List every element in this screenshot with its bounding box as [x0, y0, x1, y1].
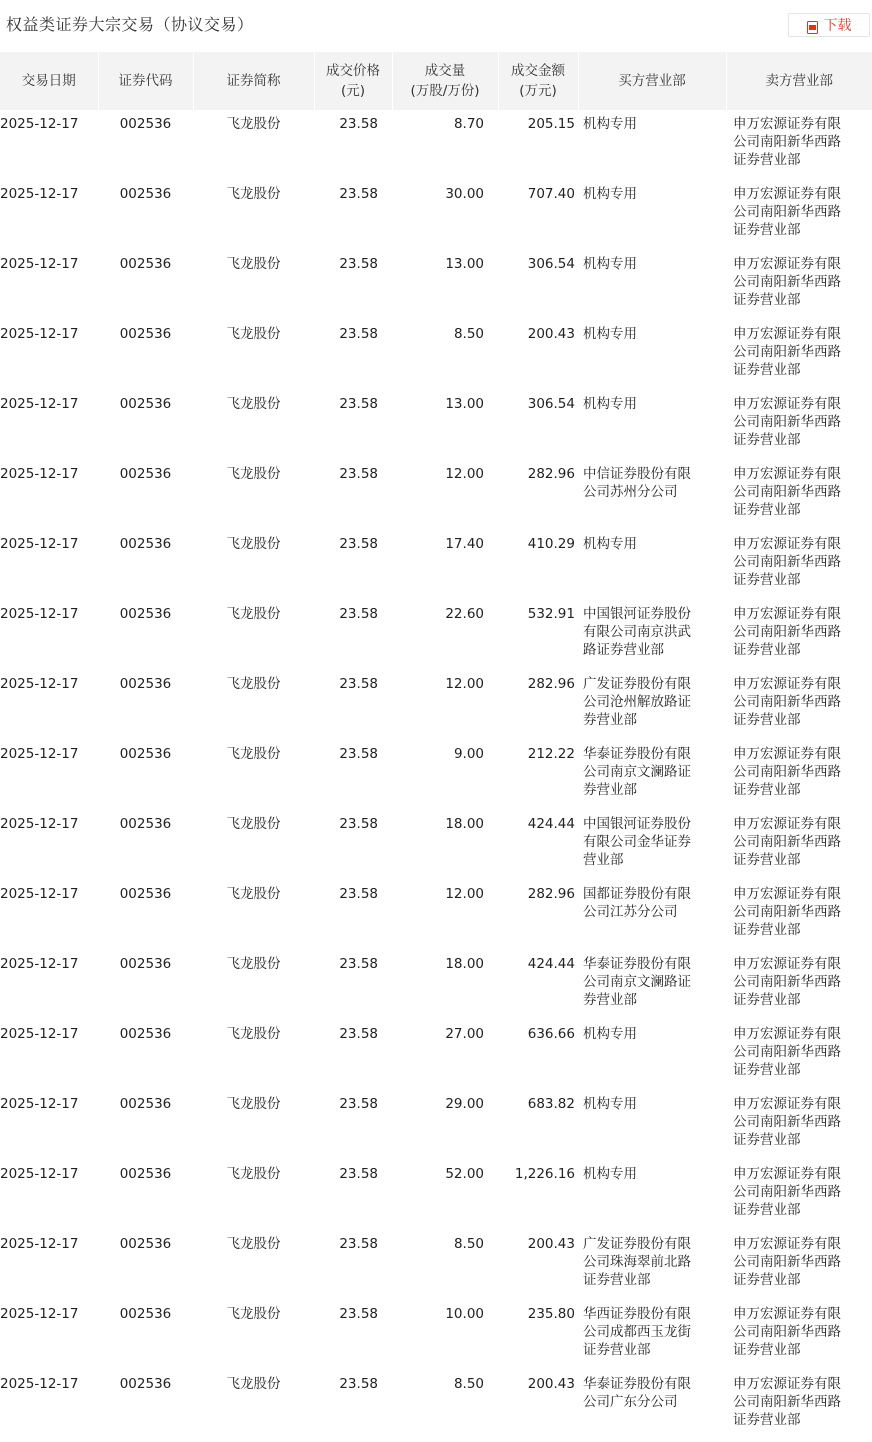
- column-header-buyer: 买方营业部: [578, 52, 726, 110]
- cell-volume: 29.00: [445, 1096, 484, 1112]
- table-row: [0, 320, 872, 390]
- cell-amount: 212.22: [527, 746, 575, 762]
- cell-date: 2025-12-17: [0, 606, 79, 622]
- cell-seller: 申万宏源证券有限公司南阳新华西路证券营业部: [733, 746, 841, 798]
- cell-seller: 申万宏源证券有限公司南阳新华西路证券营业部: [733, 816, 841, 868]
- cell-amount: 306.54: [527, 396, 575, 412]
- cell-date: 2025-12-17: [0, 186, 79, 202]
- table-row: [0, 740, 872, 810]
- cell-code: 002536: [119, 676, 172, 692]
- cell-price: 23.58: [339, 956, 378, 972]
- cell-volume: 22.60: [445, 606, 484, 622]
- cell-amount: 424.44: [527, 816, 575, 832]
- cell-volume: 12.00: [445, 676, 484, 692]
- cell-name: 飞龙股份: [226, 1166, 281, 1182]
- cell-buyer: 华泰证券股份有限公司南京文澜路证券营业部: [583, 956, 691, 1008]
- cell-amount: 683.82: [527, 1096, 575, 1112]
- cell-name: 飞龙股份: [226, 466, 281, 482]
- table-row: [0, 250, 872, 320]
- table-row: [0, 180, 872, 250]
- cell-seller: 申万宏源证券有限公司南阳新华西路证券营业部: [733, 606, 841, 658]
- table-row: [0, 600, 872, 670]
- cell-name: 飞龙股份: [226, 1026, 281, 1042]
- table-row: [0, 880, 872, 950]
- cell-code: 002536: [119, 256, 172, 272]
- cell-code: 002536: [119, 956, 172, 972]
- cell-price: 23.58: [339, 1026, 378, 1042]
- cell-date: 2025-12-17: [0, 746, 79, 762]
- cell-buyer: 中国银河证券股份有限公司金华证券营业部: [583, 816, 691, 868]
- cell-buyer: 机构专用: [583, 186, 637, 202]
- cell-buyer: 机构专用: [583, 256, 637, 272]
- cell-price: 23.58: [339, 1306, 378, 1322]
- cell-buyer: 机构专用: [583, 1166, 637, 1182]
- cell-name: 飞龙股份: [226, 116, 281, 132]
- cell-code: 002536: [119, 746, 172, 762]
- cell-date: 2025-12-17: [0, 116, 79, 132]
- cell-volume: 17.40: [445, 536, 484, 552]
- cell-amount: 306.54: [527, 256, 575, 272]
- cell-volume: 8.50: [453, 326, 484, 342]
- cell-name: 飞龙股份: [226, 1236, 281, 1252]
- cell-price: 23.58: [339, 326, 378, 342]
- cell-volume: 13.00: [445, 256, 484, 272]
- column-header-amount: 成交金额 (万元): [498, 52, 578, 110]
- table-header-row: [0, 52, 872, 110]
- cell-buyer: 机构专用: [583, 326, 637, 342]
- cell-price: 23.58: [339, 676, 378, 692]
- cell-buyer: 广发证券股份有限公司珠海翠前北路证券营业部: [583, 1236, 691, 1288]
- column-header-seller: 卖方营业部: [726, 52, 872, 110]
- cell-amount: 707.40: [527, 186, 575, 202]
- cell-seller: 申万宏源证券有限公司南阳新华西路证券营业部: [733, 536, 841, 588]
- cell-date: 2025-12-17: [0, 396, 79, 412]
- cell-price: 23.58: [339, 1096, 378, 1112]
- cell-date: 2025-12-17: [0, 1166, 79, 1182]
- cell-price: 23.58: [339, 1166, 378, 1182]
- cell-buyer: 机构专用: [583, 536, 637, 552]
- cell-name: 飞龙股份: [226, 886, 281, 902]
- cell-buyer: 机构专用: [583, 116, 637, 132]
- cell-price: 23.58: [339, 606, 378, 622]
- cell-buyer: 广发证券股份有限公司沧州解放路证券营业部: [583, 676, 691, 728]
- cell-code: 002536: [119, 1236, 172, 1252]
- cell-amount: 636.66: [527, 1026, 575, 1042]
- cell-date: 2025-12-17: [0, 256, 79, 272]
- cell-seller: 申万宏源证券有限公司南阳新华西路证券营业部: [733, 1026, 841, 1078]
- cell-name: 飞龙股份: [226, 326, 281, 342]
- cell-name: 飞龙股份: [226, 676, 281, 692]
- cell-volume: 13.00: [445, 396, 484, 412]
- cell-amount: 282.96: [527, 886, 575, 902]
- table-row: [0, 530, 872, 600]
- cell-name: 飞龙股份: [226, 1376, 281, 1392]
- pdf-download-icon: [807, 19, 818, 32]
- cell-seller: 申万宏源证券有限公司南阳新华西路证券营业部: [733, 1236, 841, 1288]
- cell-volume: 8.70: [453, 116, 484, 132]
- cell-code: 002536: [119, 1306, 172, 1322]
- block-trade-table: [0, 52, 872, 1440]
- column-header-volume: 成交量 (万股/万份): [392, 52, 498, 110]
- cell-seller: 申万宏源证券有限公司南阳新华西路证券营业部: [733, 886, 841, 938]
- cell-volume: 18.00: [445, 816, 484, 832]
- cell-name: 飞龙股份: [226, 816, 281, 832]
- cell-seller: 申万宏源证券有限公司南阳新华西路证券营业部: [733, 116, 841, 168]
- cell-amount: 410.29: [527, 536, 575, 552]
- cell-volume: 27.00: [445, 1026, 484, 1042]
- cell-date: 2025-12-17: [0, 1306, 79, 1322]
- cell-date: 2025-12-17: [0, 886, 79, 902]
- cell-price: 23.58: [339, 466, 378, 482]
- cell-volume: 8.50: [453, 1376, 484, 1392]
- cell-amount: 282.96: [527, 466, 575, 482]
- cell-buyer: 华泰证券股份有限公司南京文澜路证券营业部: [583, 746, 691, 798]
- cell-name: 飞龙股份: [226, 606, 281, 622]
- cell-amount: 205.15: [527, 116, 575, 132]
- cell-volume: 12.00: [445, 886, 484, 902]
- cell-price: 23.58: [339, 396, 378, 412]
- cell-date: 2025-12-17: [0, 816, 79, 832]
- cell-buyer: 机构专用: [583, 1026, 637, 1042]
- cell-volume: 8.50: [453, 1236, 484, 1252]
- cell-code: 002536: [119, 466, 172, 482]
- cell-amount: 235.80: [527, 1306, 575, 1322]
- table-row: [0, 810, 872, 880]
- cell-price: 23.58: [339, 186, 378, 202]
- cell-name: 飞龙股份: [226, 256, 281, 272]
- cell-seller: 申万宏源证券有限公司南阳新华西路证券营业部: [733, 256, 841, 308]
- cell-code: 002536: [119, 1026, 172, 1042]
- cell-date: 2025-12-17: [0, 1236, 79, 1252]
- cell-price: 23.58: [339, 256, 378, 272]
- cell-name: 飞龙股份: [226, 536, 281, 552]
- cell-seller: 申万宏源证券有限公司南阳新华西路证券营业部: [733, 956, 841, 1008]
- table-row: [0, 1370, 872, 1440]
- cell-price: 23.58: [339, 1236, 378, 1252]
- cell-seller: 申万宏源证券有限公司南阳新华西路证券营业部: [733, 1306, 841, 1358]
- cell-code: 002536: [119, 1096, 172, 1112]
- cell-buyer: 中信证券股份有限公司苏州分公司: [583, 466, 691, 500]
- cell-price: 23.58: [339, 816, 378, 832]
- cell-code: 002536: [119, 816, 172, 832]
- cell-amount: 200.43: [527, 1236, 575, 1252]
- cell-amount: 1,226.16: [514, 1166, 575, 1182]
- cell-name: 飞龙股份: [226, 396, 281, 412]
- cell-price: 23.58: [339, 746, 378, 762]
- cell-name: 飞龙股份: [226, 956, 281, 972]
- cell-seller: 申万宏源证券有限公司南阳新华西路证券营业部: [733, 326, 841, 378]
- cell-volume: 18.00: [445, 956, 484, 972]
- cell-volume: 9.00: [453, 746, 484, 762]
- table-row: [0, 1020, 872, 1090]
- cell-code: 002536: [119, 536, 172, 552]
- cell-code: 002536: [119, 326, 172, 342]
- cell-name: 飞龙股份: [226, 746, 281, 762]
- table-row: [0, 110, 872, 180]
- table-row: [0, 460, 872, 530]
- cell-price: 23.58: [339, 1376, 378, 1392]
- cell-date: 2025-12-17: [0, 326, 79, 342]
- page-title: 权益类证券大宗交易（协议交易）: [6, 15, 254, 34]
- cell-date: 2025-12-17: [0, 1096, 79, 1112]
- cell-date: 2025-12-17: [0, 956, 79, 972]
- cell-buyer: 国都证券股份有限公司江苏分公司: [583, 886, 691, 920]
- cell-amount: 200.43: [527, 326, 575, 342]
- cell-volume: 10.00: [445, 1306, 484, 1322]
- cell-name: 飞龙股份: [226, 1306, 281, 1322]
- column-header-name: 证券简称: [193, 52, 314, 110]
- cell-code: 002536: [119, 1376, 172, 1392]
- cell-code: 002536: [119, 116, 172, 132]
- cell-code: 002536: [119, 1166, 172, 1182]
- cell-seller: 申万宏源证券有限公司南阳新华西路证券营业部: [733, 1376, 841, 1428]
- cell-price: 23.58: [339, 536, 378, 552]
- table-row: [0, 1160, 872, 1230]
- cell-date: 2025-12-17: [0, 1026, 79, 1042]
- table-row: [0, 950, 872, 1020]
- cell-seller: 申万宏源证券有限公司南阳新华西路证券营业部: [733, 466, 841, 518]
- cell-code: 002536: [119, 186, 172, 202]
- column-header-date: 交易日期: [0, 52, 98, 110]
- cell-amount: 282.96: [527, 676, 575, 692]
- download-label: 下载: [823, 18, 852, 34]
- cell-seller: 申万宏源证券有限公司南阳新华西路证券营业部: [733, 396, 841, 448]
- table-row: [0, 390, 872, 460]
- cell-code: 002536: [119, 886, 172, 902]
- cell-amount: 532.91: [527, 606, 575, 622]
- cell-seller: 申万宏源证券有限公司南阳新华西路证券营业部: [733, 1096, 841, 1148]
- cell-amount: 424.44: [527, 956, 575, 972]
- cell-volume: 30.00: [445, 186, 484, 202]
- cell-date: 2025-12-17: [0, 676, 79, 692]
- column-header-code: 证券代码: [98, 52, 193, 110]
- cell-code: 002536: [119, 606, 172, 622]
- title-bar: [0, 0, 872, 52]
- cell-buyer: 机构专用: [583, 1096, 637, 1112]
- cell-price: 23.58: [339, 116, 378, 132]
- cell-price: 23.58: [339, 886, 378, 902]
- cell-buyer: 华西证券股份有限公司成都西玉龙街证券营业部: [583, 1306, 691, 1358]
- table-row: [0, 1300, 872, 1370]
- column-header-price: 成交价格 (元): [314, 52, 392, 110]
- cell-buyer: 中国银河证券股份有限公司南京洪武路证券营业部: [583, 606, 691, 658]
- cell-volume: 52.00: [445, 1166, 484, 1182]
- cell-buyer: 机构专用: [583, 396, 637, 412]
- cell-seller: 申万宏源证券有限公司南阳新华西路证券营业部: [733, 1166, 841, 1218]
- cell-buyer: 华泰证券股份有限公司广东分公司: [583, 1376, 691, 1410]
- cell-amount: 200.43: [527, 1376, 575, 1392]
- cell-date: 2025-12-17: [0, 1376, 79, 1392]
- cell-date: 2025-12-17: [0, 536, 79, 552]
- table-row: [0, 1090, 872, 1160]
- cell-name: 飞龙股份: [226, 186, 281, 202]
- cell-date: 2025-12-17: [0, 466, 79, 482]
- cell-seller: 申万宏源证券有限公司南阳新华西路证券营业部: [733, 676, 841, 728]
- cell-seller: 申万宏源证券有限公司南阳新华西路证券营业部: [733, 186, 841, 238]
- download-button[interactable]: [788, 13, 870, 37]
- table-row: [0, 1230, 872, 1300]
- cell-volume: 12.00: [445, 466, 484, 482]
- cell-name: 飞龙股份: [226, 1096, 281, 1112]
- cell-code: 002536: [119, 396, 172, 412]
- table-row: [0, 670, 872, 740]
